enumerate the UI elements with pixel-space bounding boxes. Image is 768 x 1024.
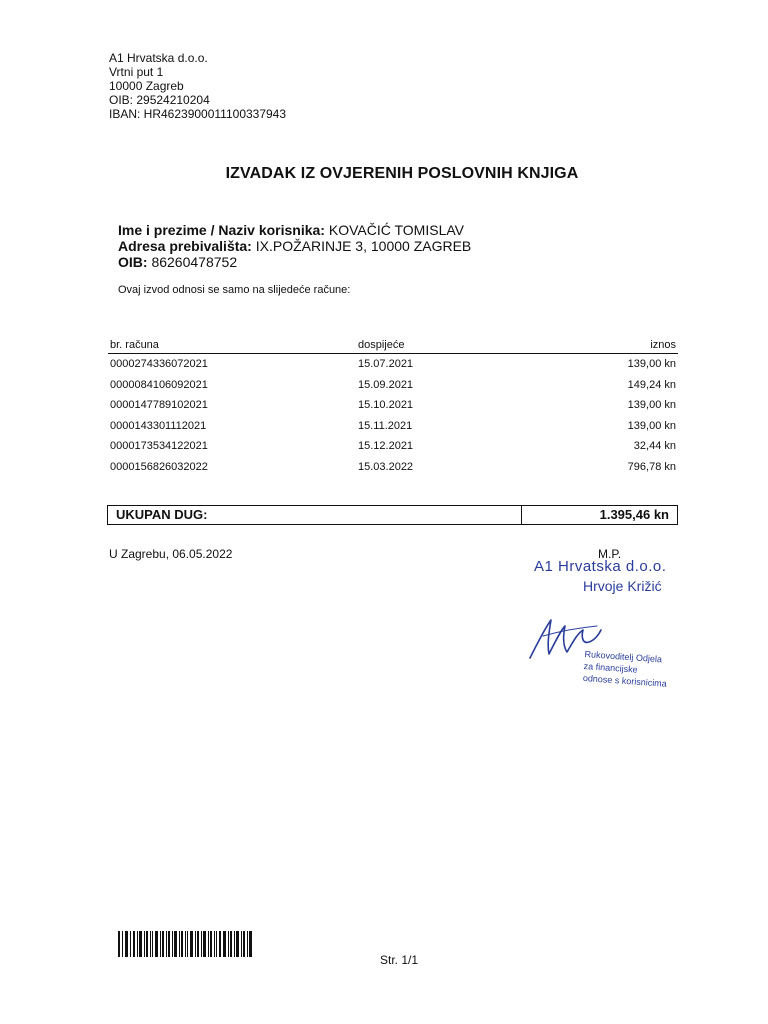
- company-header: [109, 51, 286, 121]
- stamp-signer-name: Hrvoje Križić: [583, 578, 662, 594]
- table-row: [108, 354, 678, 375]
- stamp-signer-role: [582, 648, 668, 690]
- due-date: 15.12.2021: [358, 440, 414, 453]
- header-due-date: dospijeće: [356, 336, 510, 354]
- stamp-role-line-1: Rukovoditelj Odjela: [584, 648, 663, 665]
- company-street: Vrtni put 1: [109, 65, 164, 79]
- due-date: 15.09.2021: [358, 378, 414, 391]
- company-iban: IBAN: HR4623900011100337943: [109, 107, 287, 121]
- customer-oib-row: [118, 254, 471, 270]
- customer-address-row: [118, 238, 471, 254]
- amount: 149,24 kn: [627, 378, 676, 391]
- header-invoice-number: br. računa: [108, 336, 356, 354]
- customer-name-value: KOVAČIĆ TOMISLAV: [328, 222, 464, 238]
- table-row: [108, 416, 678, 437]
- stamp-role-line-3: odnose s korisnicima: [582, 672, 668, 689]
- invoice-number: 0000147789102021: [110, 399, 208, 412]
- customer-oib-label: OIB:: [118, 254, 148, 270]
- company-name: A1 Hrvatska d.o.o.: [109, 51, 208, 65]
- total-debt-value: 1.395,46 kn: [599, 507, 669, 522]
- due-date: 15.07.2021: [358, 358, 414, 371]
- company-oib: OIB: 29524210204: [109, 93, 210, 107]
- customer-name-label: Ime i prezime / Naziv korisnika:: [118, 222, 325, 238]
- invoice-number: 0000143301112021: [110, 419, 207, 432]
- statement-note: Ovaj izvod odnosi se samo na slijedeće račune:: [118, 284, 351, 296]
- header-amount: iznos: [510, 336, 678, 354]
- amount: 139,00 kn: [627, 358, 676, 371]
- amount: 796,78 kn: [627, 460, 676, 473]
- due-date: 15.10.2021: [358, 399, 414, 412]
- document-title: IZVADAK IZ OVJERENIH POSLOVNIH KNJIGA: [225, 165, 579, 182]
- total-debt-label: UKUPAN DUG:: [108, 506, 522, 524]
- invoice-number: 0000156826032022: [110, 460, 208, 473]
- customer-address-label: Adresa prebivališta:: [118, 238, 252, 254]
- customer-info: [118, 222, 471, 270]
- invoice-table: [108, 336, 678, 477]
- invoice-number: 0000274336072021: [110, 358, 208, 371]
- invoice-number: 0000084106092021: [110, 378, 208, 391]
- stamp-company-name: A1 Hrvatska d.o.o.: [534, 558, 667, 575]
- stamp-role-line-2: za financijske: [583, 660, 638, 675]
- amount: 32,44 kn: [633, 440, 676, 453]
- table-row: [108, 375, 678, 396]
- table-row: [108, 457, 678, 478]
- amount: 139,00 kn: [627, 399, 676, 412]
- table-row: [108, 395, 678, 416]
- customer-address-value: IX.POŽARINJE 3, 10000 ZAGREB: [255, 238, 472, 254]
- invoice-number: 0000173534122021: [110, 440, 208, 453]
- table-row: [108, 436, 678, 457]
- due-date: 15.11.2021: [358, 419, 413, 432]
- customer-name-row: [118, 222, 471, 238]
- company-city: 10000 Zagreb: [109, 79, 184, 93]
- amount: 139,00 kn: [627, 419, 676, 432]
- due-date: 15.03.2022: [358, 460, 414, 473]
- page-number: Str. 1/1: [380, 953, 419, 967]
- total-debt-box: [107, 505, 678, 525]
- barcode-image: [118, 931, 252, 957]
- customer-oib-value: 86260478752: [151, 254, 238, 270]
- seal-place-label: M.P.: [598, 547, 622, 561]
- table-header-row: [108, 336, 678, 354]
- place-and-date: U Zagrebu, 06.05.2022: [109, 547, 233, 561]
